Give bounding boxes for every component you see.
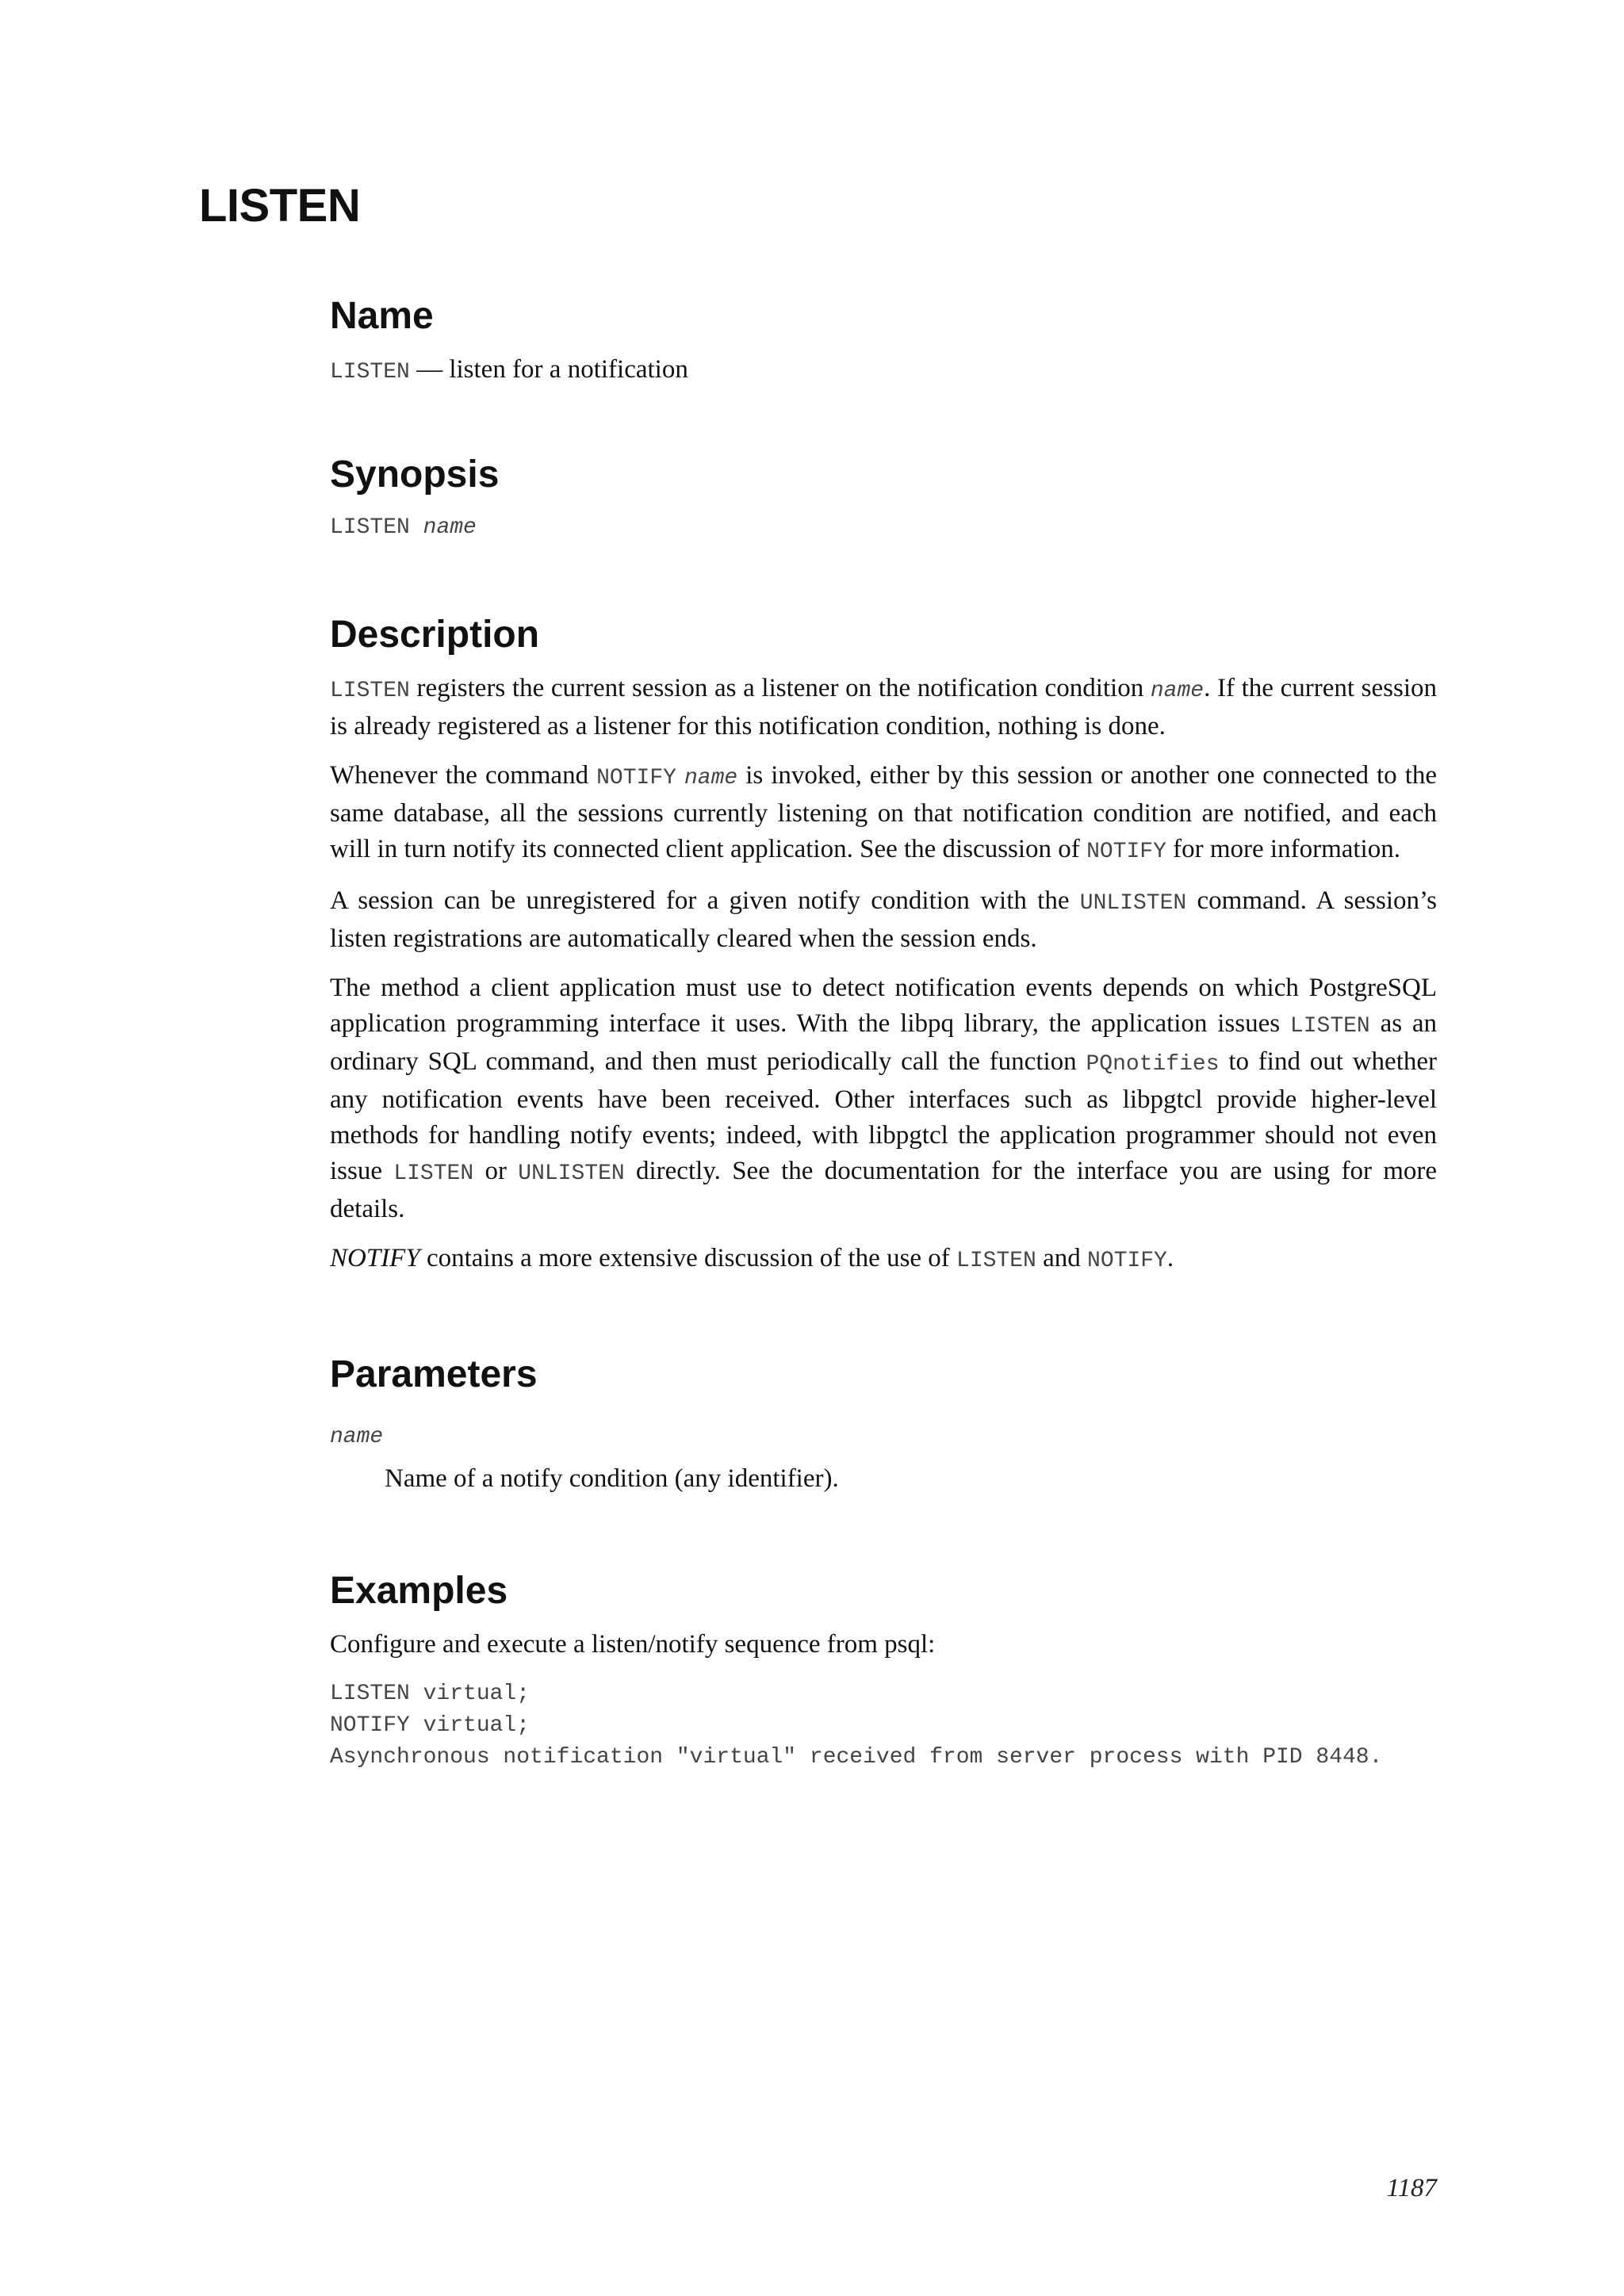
command-name: LISTEN — [330, 359, 410, 385]
inline-code: UNLISTEN — [518, 1161, 625, 1186]
paragraph-text: . If the current session is already registered as a listener for this notification condition, nothing is done. — [330, 673, 1438, 740]
section-heading-synopsis: Synopsis — [330, 453, 500, 496]
paragraph-text: contains a more extensive discussion of the use of — [426, 1243, 950, 1272]
inline-code: NOTIFY — [596, 765, 676, 790]
inline-code: LISTEN — [956, 1248, 1036, 1273]
paragraph-text: registers the current session as a listener on the notification condition — [416, 673, 1144, 702]
section-heading-examples: Examples — [330, 1570, 508, 1613]
inline-code: UNLISTEN — [1079, 890, 1187, 916]
paragraph-text: for more information. — [1173, 834, 1400, 863]
section-heading-name: Name — [330, 295, 434, 337]
example-code-block: LISTEN virtual; NOTIFY virtual; Asynchronous notification "virtual" received from server process with PID 8448. — [330, 1681, 1383, 1770]
paragraph-text: or — [485, 1156, 507, 1185]
inline-code-param: name — [1150, 678, 1205, 703]
paragraph-text: A session can be unregistered for a given notify condition with the — [330, 886, 1070, 915]
inline-code: LISTEN — [330, 678, 410, 703]
paragraph-text: . — [1166, 1243, 1174, 1272]
name-line — [330, 352, 1437, 390]
description-paragraph-3 — [330, 883, 1437, 957]
section-heading-parameters: Parameters — [330, 1353, 538, 1395]
description-paragraph-4 — [330, 970, 1437, 1227]
paragraph-text: Whenever the command — [330, 760, 589, 790]
synopsis-param: name — [423, 515, 477, 541]
inline-code: NOTIFY — [1086, 839, 1166, 864]
paragraph-text: directly. See the documentation for the interface you are using for more details. — [330, 1156, 1438, 1223]
parameter-term: name — [330, 1425, 384, 1450]
synopsis-command: LISTEN — [330, 515, 410, 541]
paragraph-text: The method a client application must use to detect notification events depends on which PostgreSQL application programming interface it uses. With the libpq library, the application issues — [330, 973, 1437, 1038]
inline-code: PQnotifies — [1086, 1051, 1220, 1077]
section-heading-description: Description — [330, 614, 540, 656]
description-paragraph-5 — [330, 1241, 1437, 1279]
inline-code: NOTIFY — [1087, 1248, 1167, 1273]
inline-code-param: name — [684, 765, 738, 790]
synopsis-line — [330, 510, 1437, 545]
command-summary: — listen for a notification — [416, 354, 688, 384]
paragraph-text: as an ordinary SQL command, and then must periodically call the function — [330, 1008, 1438, 1076]
inline-code: LISTEN — [1289, 1013, 1370, 1039]
paragraph-text: to find out whether any notification events have been received. Other interfaces such as libpgtcl provide higher-level methods for handling notify events; indeed, with libpgtcl the application programmer should not even issue — [330, 1047, 1438, 1185]
examples-intro: Configure and execute a listen/notify sequence from psql: — [330, 1629, 936, 1659]
paragraph-text: and — [1043, 1243, 1081, 1272]
paragraph-text: command. A session’s listen registrations are automatically cleared when the session ends. — [330, 886, 1438, 953]
cross-reference: NOTIFY — [330, 1243, 420, 1272]
page-number: 1187 — [1386, 2174, 1437, 2202]
page-title: LISTEN — [199, 180, 361, 232]
description-paragraph-1 — [330, 671, 1437, 744]
description-paragraph-2 — [330, 758, 1437, 870]
document-body — [330, 293, 1437, 1774]
inline-code: LISTEN — [393, 1161, 474, 1186]
parameter-definition: Name of a notify condition (any identifier). — [385, 1464, 839, 1494]
paragraph-text: is invoked, either by this session or another one connected to the same database, all the sessions currently listening on that notification condition are notified, and each will in turn notify its connected client application. See the discussion of — [330, 760, 1438, 863]
